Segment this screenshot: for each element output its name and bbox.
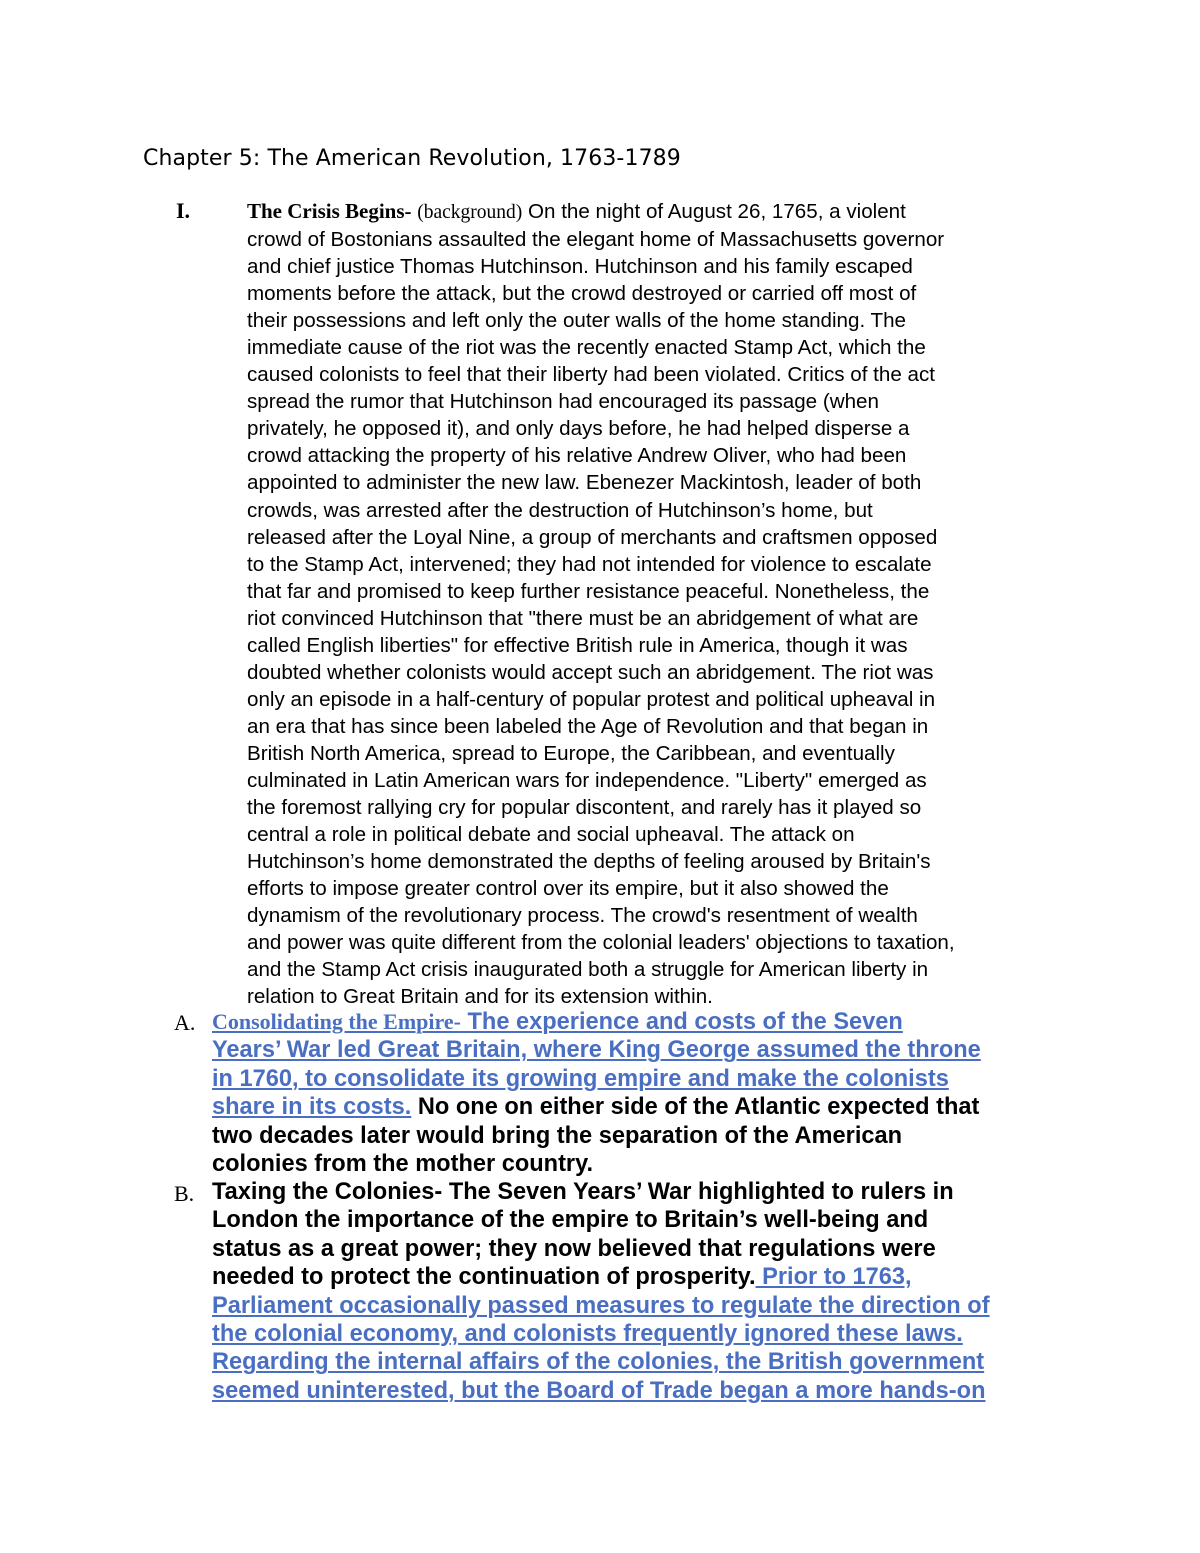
paragraph-line: colonies from the mother country. [212, 1151, 594, 1178]
paragraph-line: the foremost rallying cry for popular discontent, and rarely has it played so [247, 796, 922, 820]
paragraph-line [212, 1093, 1042, 1121]
paragraph-line: called English liberties" for effective British rule in America, though it was [247, 633, 908, 657]
paragraph-line: only an episode in a half-century of popular protest and political upheaval in [247, 687, 936, 711]
paragraph-line: privately, he opposed it), and only days before, he had helped disperse a [247, 417, 910, 441]
paragraph-line: relation to Great Britain and for its extension within. [247, 985, 713, 1009]
paragraph-line: to the Stamp Act, intervened; they had not intended for violence to escalate [247, 552, 932, 576]
linked-text[interactable]: the colonial economy, and colonists frequently ignored these laws. [212, 1321, 963, 1348]
paragraph-line: immediate cause of the riot was the recently enacted Stamp Act, which the [247, 336, 926, 360]
paragraph-line: riot convinced Hutchinson that "there must be an abridgement of what are [247, 606, 919, 630]
paragraph-line: spread the rumor that Hutchinson had encouraged its passage (when [247, 390, 879, 414]
chapter-title: Chapter 5: The American Revolution, 1763-1789 [143, 146, 681, 171]
linked-text[interactable]: Parliament occasionally passed measures to regulate the direction of [212, 1292, 990, 1319]
paragraph-line: that far and promised to keep further resistance peaceful. Nonetheless, the [247, 579, 930, 603]
paragraph-line: central a role in political debate and social upheaval. The attack on [247, 823, 855, 847]
linked-text[interactable]: The experience and costs of the Seven [460, 1009, 903, 1035]
paragraph-line: dynamism of the revolutionary process. The crowd's resentment of wealth [247, 904, 918, 928]
paragraph-text: No one on either side of the Atlantic expected that [411, 1094, 980, 1121]
linked-text[interactable]: in 1760, to consolidate its growing empire and make the colonists [212, 1065, 949, 1092]
paragraph-line: British North America, spread to Europe, the Caribbean, and eventually [247, 741, 895, 765]
linked-text[interactable]: seemed uninterested, but the Board of Trade began a more hands-on [212, 1377, 986, 1404]
paragraph-line [212, 1377, 1042, 1405]
paragraph-line: efforts to impose greater control over its empire, but it also showed the [247, 877, 889, 901]
linked-text[interactable]: Years’ War led Great Britain, where King George assumed the throne [212, 1037, 981, 1064]
paragraph-text: needed to protect the continuation of prosperity. [212, 1264, 756, 1291]
section-heading: The Crisis Begins- [247, 199, 412, 223]
paragraph-line: caused colonists to feel that their liberty had been violated. Critics of the act [247, 363, 935, 387]
linked-text[interactable]: Prior to 1763, [755, 1264, 912, 1291]
paragraph-line [212, 1348, 1042, 1376]
paragraph-line: culminated in Latin American wars for independence. "Liberty" emerged as [247, 768, 927, 792]
paragraph-line: moments before the attack, but the crowd destroyed or carried off most of [247, 282, 917, 306]
paragraph-line: appointed to administer the new law. Ebenezer Mackintosh, leader of both [247, 471, 922, 495]
paragraph-line: status as a great power; they now believed that regulations were [212, 1235, 936, 1262]
paragraph-line: two decades later would bring the separation of the American [212, 1122, 903, 1149]
paragraph-line: their possessions and left only the outer walls of the home standing. The [247, 309, 907, 333]
paragraph-line: an era that has since been labeled the Age of Revolution and that began in [247, 714, 929, 738]
paragraph-text: On the night of August 26, 1765, a violent [522, 200, 906, 223]
paragraph-line: crowds, was arrested after the destruction of Hutchinson’s home, but [247, 498, 873, 522]
section-body [247, 198, 1077, 1010]
paragraph-line: London the importance of the empire to Britain’s well-being and [212, 1207, 929, 1234]
paragraph-line: Taxing the Colonies- The Seven Years’ War highlighted to rulers in [212, 1179, 954, 1205]
paragraph-line [212, 1008, 1042, 1036]
section-tag: (background) [417, 202, 523, 223]
paragraph-line: and power was quite different from the colonial leaders' objections to taxation, [247, 931, 955, 955]
paragraph-line [212, 1065, 1042, 1093]
paragraph-line: Hutchinson’s home demonstrated the depths of feeling aroused by Britain's [247, 850, 931, 874]
paragraph-line: crowd of Bostonians assaulted the elegant home of Massachusetts governor [247, 228, 945, 252]
section-marker: I. [176, 198, 191, 223]
paragraph-line: and the Stamp Act crisis inaugurated both a struggle for American liberty in [247, 958, 929, 982]
paragraph-line: released after the Loyal Nine, a group of merchants and craftsmen opposed [247, 525, 938, 549]
section-marker: B. [174, 1181, 195, 1206]
section-body [212, 1008, 1042, 1178]
section-heading-link[interactable]: Consolidating the Empire- [212, 1009, 461, 1034]
paragraph-line: and chief justice Thomas Hutchinson. Hutchinson and his family escaped [247, 255, 913, 279]
section-marker: A. [174, 1010, 196, 1035]
paragraph-line: doubted whether colonists would accept such an abridgement. The riot was [247, 660, 934, 684]
section-body [212, 1178, 1042, 1405]
paragraph-line [212, 1036, 1042, 1064]
paragraph-line [247, 198, 1077, 226]
paragraph-line [212, 1292, 1042, 1320]
linked-text[interactable]: Regarding the internal affairs of the colonies, the British government [212, 1349, 985, 1376]
paragraph-line: crowd attacking the property of his relative Andrew Oliver, who had been [247, 444, 907, 468]
paragraph-line [212, 1320, 1042, 1348]
paragraph-line [212, 1263, 1042, 1291]
linked-text[interactable]: share in its costs. [212, 1094, 412, 1121]
